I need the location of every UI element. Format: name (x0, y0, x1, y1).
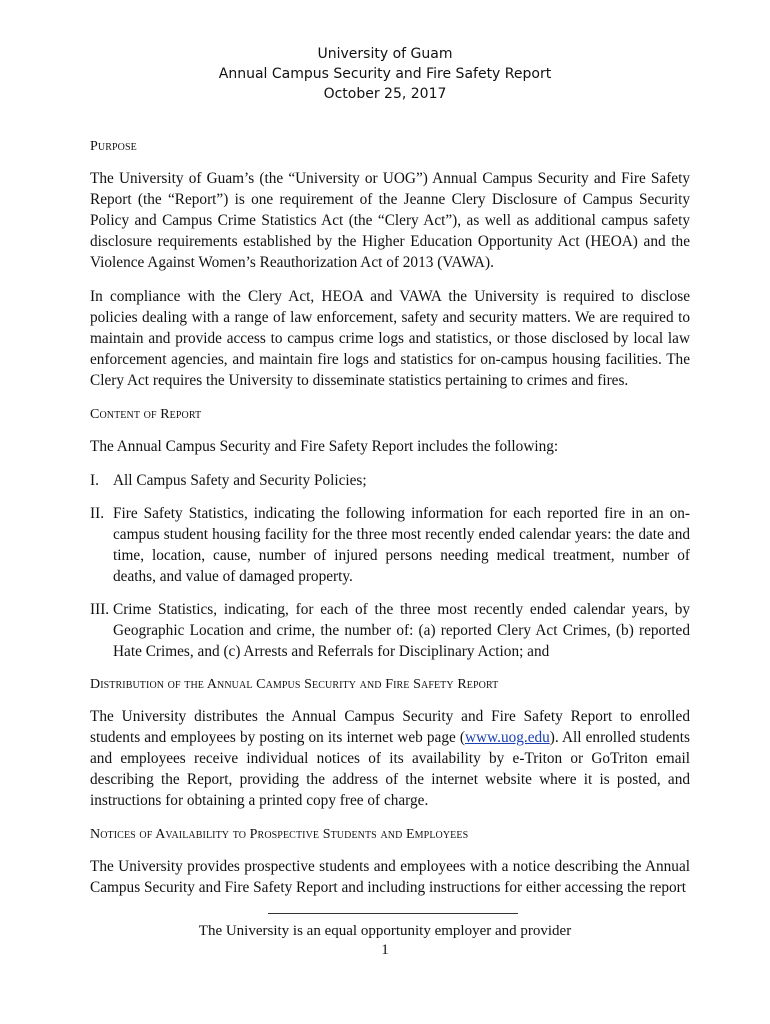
list-item-text: Crime Statistics, indicating, for each of the three most recently ended calendar years, by Geographic Location and crime, the number of: (a) reported Clery Act Crimes, (b) reported Hate Crimes, and (c) Arrests and Referrals for Disciplinary Action; and (113, 601, 690, 660)
list-item-number: III. (90, 601, 110, 618)
list-item-text: All Campus Safety and Security Policies; (113, 472, 367, 489)
content-intro: The Annual Campus Security and Fire Safety Report includes the following: (90, 438, 559, 455)
distribution-text-after: ). All enrolled students and employees receive individual notices of its availability by e-Triton or GoTriton email describing the Report, providing the address of the internet website where it is posted, and instructions for obtaining a printed copy free of charge. (90, 729, 690, 809)
purpose-paragraph-1: The University of Guam’s (the “University or UOG”) Annual Campus Security and Fire Safety Report (the “Report”) is one requirement of the Jeanne Clery Disclosure of Campus Security Policy and Campus Crime Statistics Act (the “Clery Act”), as well as additional campus safety disclosure requirements established by the Higher Education Opportunity Act (HEOA) and the Violence Against Women’s Reauthorization Act of 2013 (VAWA). (90, 170, 690, 271)
distribution-paragraph (90, 706, 690, 811)
header-date: October 25, 2017 (323, 86, 447, 102)
document-header (0, 44, 770, 104)
purpose-heading: Purpose (90, 139, 137, 154)
footer-statement: The University is an equal opportunity employer and provider (198, 923, 572, 939)
content-heading: Content of Report (90, 407, 202, 422)
list-item (90, 503, 690, 587)
list-item-number: II. (90, 505, 105, 522)
list-item-text: Fire Safety Statistics, indicating the following information for each reported fire in an on-campus student housing facility for the three most recently ended calendar years: the date and time, location, cause, number of injured persons needing medical treatment, number of deaths, and value of damaged property. (113, 505, 690, 585)
uog-website-link[interactable]: www.uog.edu (464, 729, 550, 746)
notices-heading: Notices of Availability to Prospective Students and Employees (90, 827, 469, 842)
footer-divider (268, 913, 518, 914)
notices-paragraph: The University provides prospective students and employees with a notice describing the Annual Campus Security and Fire Safety Report and including instructions for either accessing the report (90, 858, 690, 896)
document-body (90, 136, 690, 911)
distribution-text-before: The University distributes the Annual Campus Security and Fire Safety Report to enrolled students and employees by posting on its internet web page ( (90, 708, 690, 746)
document-footer (0, 913, 770, 960)
header-institution: University of Guam (317, 46, 453, 62)
header-report-title: Annual Campus Security and Fire Safety Report (218, 66, 552, 82)
distribution-heading: Distribution of the Annual Campus Security and Fire Safety Report (90, 677, 499, 692)
list-item (90, 470, 690, 491)
page-number: 1 (381, 942, 389, 958)
list-item-number: I. (90, 472, 99, 489)
list-item (90, 599, 690, 662)
purpose-paragraph-2: In compliance with the Clery Act, HEOA and VAWA the University is required to disclose policies dealing with a range of law enforcement, safety and security matters. We are required to maintain and provide access to campus crime logs and statistics, or those disclosed by local law enforcement agencies, and maintain fire logs and statistics for on-campus housing facilities. The Clery Act requires the University to disseminate statistics pertaining to crimes and fires. (90, 288, 690, 389)
